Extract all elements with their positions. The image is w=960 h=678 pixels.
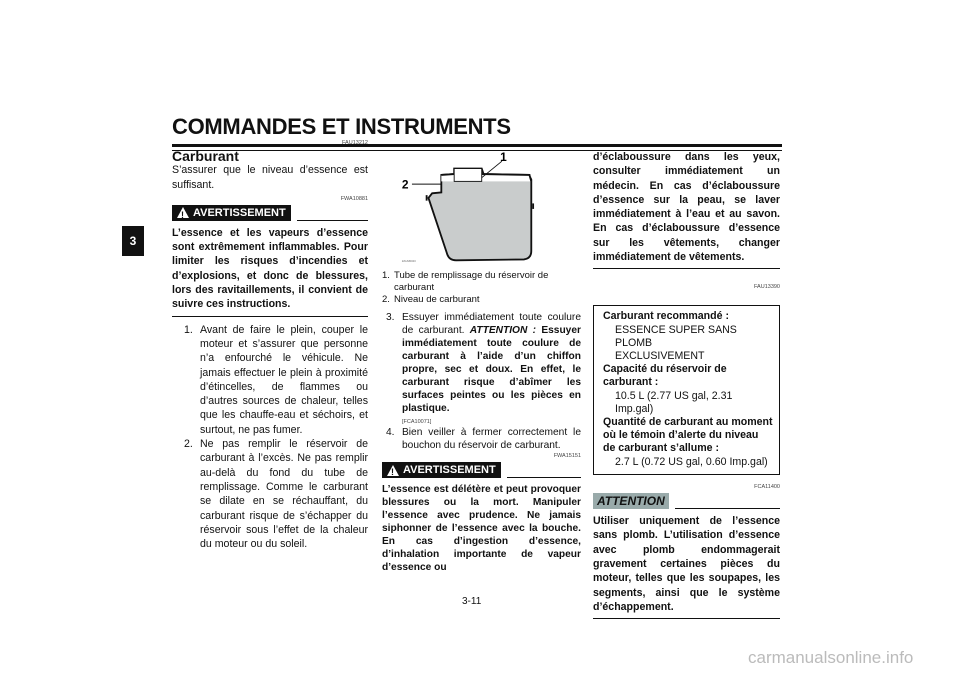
intro-text: S’assurer que le niveau d’essence est suffisant. [172, 164, 368, 191]
item-number: 1. [184, 323, 193, 336]
ref-code: FCA11400 [754, 483, 780, 490]
section-heading: Carburant [172, 148, 239, 164]
chapter-tab: 3 [122, 226, 144, 256]
spec-value: 10.5 L (2.77 US gal, 2.31 Imp.gal) [615, 389, 733, 415]
warning-label: AVERTISSEMENT [403, 463, 496, 476]
column-2 [382, 152, 581, 574]
column-1 [172, 139, 368, 551]
attention-text: Utiliser uniquement de l’essence sans plomb. L’utilisation d’essence avec plomb endommagerait gravement certaines pièces du moteur, telles que les soupapes, les segments, ainsi que le système d’échappement. [593, 515, 780, 613]
warning-triangle-icon [387, 465, 399, 476]
page-title: COMMANDES ET INSTRUMENTS [172, 114, 511, 139]
item-number: 2. [382, 294, 390, 305]
page-number: 3-11 [462, 596, 482, 607]
ref-code: [FCA10071] [402, 419, 432, 425]
attention-text: Essuyer immédiatement toute coulure de carburant à l’aide d’un chiffon propre, sec et doux. En effet, le carburant risque d’abîmer les surfaces peintes ou les pièces en plastique. [402, 325, 581, 414]
warning-text: L’essence est délétère et peut provoquer blessures ou la mort. Manipuler l’essence avec prudence. Ne jamais siphonner de l’essence avec la bouche. En cas d’ingestion d’essence, d’inhalation importante de vapeur d’essence ou [382, 484, 581, 573]
divider [593, 618, 780, 619]
callout-2: 2 [401, 177, 409, 192]
spec-value: EXCLUSIVEMENT [615, 349, 705, 362]
caption-item [382, 270, 581, 294]
spec-value: ESSENCE SUPER SANS PLOMB [615, 323, 737, 349]
watermark: carmanualsonline.info [748, 648, 914, 667]
warning-banner [172, 205, 368, 221]
spec-label: Capacité du réservoir de carburant : [603, 363, 727, 389]
ref-code: FWA15151 [553, 453, 581, 459]
item-text: Avant de faire le plein, couper le moteur et s’assurer que personne n’a enfourché le véhicule. Ne jamais effectuer le plein à proximité d’étincelles, de flammes ou d’autres sources de chaleur, telles que les chauffe-eau et séchoirs, et surtout, ne pas fumer. [200, 323, 368, 436]
column-3 [593, 150, 780, 625]
list-item [184, 437, 368, 551]
item-number: 2. [184, 438, 193, 451]
item-number: 4. [386, 427, 395, 438]
list-item [386, 311, 581, 415]
spec-value: 2.7 L (0.72 US gal, 0.60 Imp.gal) [615, 455, 768, 468]
divider [172, 316, 368, 317]
caption-text: Tube de remplissage du réservoir de carburant [394, 270, 549, 293]
item-number: 1. [382, 270, 390, 281]
warning-text-continued: d’éclaboussure dans les yeux, consulter immédiatement un médecin. En cas d’éclaboussure d’essence sur la peau, se laver immédiatement à l’eau et au savon. En cas d’éclaboussure d’essence sur les vêtements, changer immédiatement de vêtements. [593, 151, 780, 264]
spec-label: Quantité de carburant au moment où le témoin d’alerte du niveau de carburant s’allume : [603, 416, 773, 455]
warning-label: AVERTISSEMENT [193, 206, 286, 219]
attention-inline: ATTENTION : [469, 325, 537, 336]
callout-1: 1 [500, 152, 507, 165]
warning-text: L’essence et les vapeurs d’essence sont extrêmement inflammables. Pour limiter les risques d’incendies et d’explosions, et donc de blessures, lors des ravitaillements, il convient de suivre ces instructions. [172, 226, 368, 311]
attention-label: ATTENTION [593, 493, 669, 509]
list-item [386, 426, 581, 452]
warning-banner [382, 462, 581, 478]
divider [593, 268, 780, 269]
list-item [184, 323, 368, 437]
ref-code: FWA10881 [340, 195, 368, 202]
item-text: Ne pas remplir le réservoir de carburant à l’excès. Ne pas remplir au-delà du fond du tube de remplissage. Comme le carburant se dilate en se réchauffant, du carburant risque de s’échapper du réservoir sous l’effet de la chaleur du moteur ou du soleil. [200, 438, 368, 551]
fuel-spec-box [593, 305, 780, 474]
figure-code: ZAUM0020 [401, 260, 416, 264]
item-text: Bien veiller à fermer correctement le bouchon du réservoir de carburant. [402, 427, 581, 451]
fuel-tank-diagram [382, 152, 575, 264]
attention-banner [593, 493, 780, 509]
caption-text: Niveau de carburant [394, 294, 480, 305]
warning-triangle-icon [177, 207, 189, 218]
ref-code: FAU13212 [342, 140, 368, 146]
caption-item [382, 294, 581, 306]
spec-label: Carburant recommandé : [603, 310, 729, 323]
ref-code: FAU13390 [754, 284, 780, 291]
item-number: 3. [386, 312, 395, 323]
item-text: Essuyer immédiatement toute coulure de carburant. [402, 312, 581, 336]
